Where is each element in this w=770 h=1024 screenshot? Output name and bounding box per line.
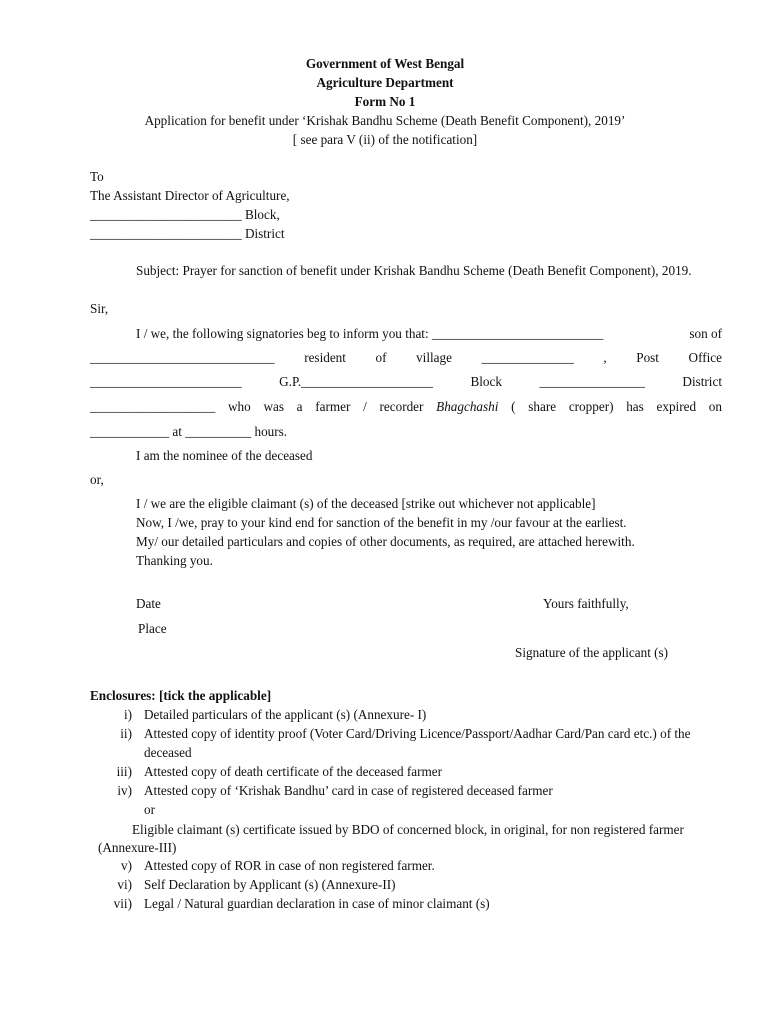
enclosure-item-vii — [90, 894, 490, 913]
body-line-5: ____________ at __________ hours. — [90, 424, 288, 439]
form-number: Form No 1 — [354, 94, 416, 109]
place-label: Place — [138, 621, 167, 636]
enclosure-num-vi: vi) — [117, 877, 132, 892]
eligible-claimant-line-1: Eligible claimant (s) certificate issued by BDO of concerned block, in original, for non registered farmer — [132, 822, 684, 837]
claimant-line: I / we are the eligible claimant (s) of the deceased [strike out whichever not applicable] — [136, 496, 596, 511]
enclosure-num-v: v) — [121, 858, 132, 873]
body-line-4-rest-2: share — [528, 399, 557, 414]
enclosure-text-v: Attested copy of ROR in case of non registered farmer. — [144, 858, 435, 873]
body-line-3-part-3: Block — [470, 374, 502, 389]
body-line-4-rest-6: on — [708, 399, 722, 414]
enclosure-item-ii — [90, 724, 691, 743]
enclosure-text-vi: Self Declaration by Applicant (s) (Annexure-II) — [144, 877, 396, 892]
subject-line: Subject: Prayer for sanction of benefit under Krishak Bandhu Scheme (Death Benefit Component), 2019. — [136, 263, 692, 278]
body-line-3 — [90, 372, 722, 391]
enclosure-num-ii: ii) — [120, 726, 132, 741]
nominee-line: I am the nominee of the deceased — [136, 448, 313, 463]
body-line-4 — [90, 397, 722, 416]
body-line-2-part-2: resident — [304, 350, 346, 365]
enclosure-num-iv: iv) — [117, 783, 132, 798]
body-line-2-part-4: village — [416, 350, 452, 365]
para-note: [ see para V (ii) of the notification] — [292, 132, 478, 147]
body-line-4-blank: ___________________ — [90, 399, 216, 414]
or-line: or, — [90, 472, 104, 487]
body-line-2-part-8: Office — [688, 350, 722, 365]
enclosure-ii-continued: deceased — [144, 745, 192, 760]
body-line-2-part-6: , — [603, 350, 607, 365]
yours-faithfully: Yours faithfully, — [543, 596, 629, 611]
body-line-4-word-5: / — [363, 399, 367, 414]
enclosures-heading: Enclosures: [tick the applicable] — [90, 688, 272, 703]
thanks-line: Thanking you. — [136, 553, 213, 568]
enclosure-item-i — [90, 705, 426, 724]
pray-line: Now, I /we, pray to your kind end for sanction of the benefit in my /our favour at the earliest. — [136, 515, 627, 530]
enclosure-num-vii: vii) — [113, 896, 132, 911]
body-line-1-part-2: son of — [689, 326, 722, 341]
address-officer: The Assistant Director of Agriculture, — [90, 188, 290, 203]
body-line-4-word-2: was — [263, 399, 284, 414]
body-line-4-word-6: recorder — [379, 399, 424, 414]
particulars-line: My/ our detailed particulars and copies of other documents, as required, are attached herewith. — [136, 534, 635, 549]
body-line-3-part-4: ________________ — [539, 374, 645, 389]
enclosure-text-iii: Attested copy of death certificate of the deceased farmer — [144, 764, 443, 779]
body-line-3-part-5: District — [682, 374, 722, 389]
enclosure-iv-or: or — [144, 802, 155, 817]
date-label: Date — [136, 596, 161, 611]
body-line-4-rest-4: has — [626, 399, 644, 414]
enclosure-item-v — [90, 856, 435, 875]
enclosure-text-i: Detailed particulars of the applicant (s) (Annexure- I) — [144, 707, 427, 722]
body-line-4-rest-3: cropper) — [568, 399, 614, 414]
body-line-4-word-3: a — [296, 399, 303, 414]
enclosure-num-iii: iii) — [116, 764, 132, 779]
address-district: _______________________ District — [90, 226, 285, 241]
signature-label: Signature of the applicant (s) — [515, 645, 669, 660]
enclosure-num-i: i) — [123, 707, 132, 722]
department-heading: Agriculture Department — [316, 75, 454, 90]
body-line-1 — [136, 324, 722, 343]
body-line-2 — [90, 348, 722, 367]
body-line-4-word-1: who — [228, 399, 251, 414]
enclosure-text-iv: Attested copy of ‘Krishak Bandhu’ card in case of registered deceased farmer — [144, 783, 553, 798]
body-line-4-word-4: farmer — [315, 399, 351, 414]
enclosure-text-ii: Attested copy of identity proof (Voter Card/Driving Licence/Passport/Aadhar Card/Pan card etc.) of the — [144, 726, 691, 741]
enclosure-item-iii — [90, 762, 442, 781]
enclosure-text-vii: Legal / Natural guardian declaration in case of minor claimant (s) — [144, 896, 490, 911]
body-line-4-rest-1: ( — [511, 399, 516, 414]
body-line-2-part-7: Post — [636, 350, 659, 365]
body-line-4-rest-5: expired — [656, 399, 697, 414]
body-line-2-part-3: of — [375, 350, 387, 365]
body-line-2-part-1: ____________________________ — [90, 350, 275, 365]
enclosure-item-vi — [90, 875, 396, 894]
enclosure-item-iv — [90, 781, 553, 800]
address-to: To — [90, 169, 104, 184]
body-line-3-part-1: _______________________ — [90, 374, 242, 389]
government-heading: Government of West Bengal — [305, 56, 465, 71]
salutation: Sir, — [90, 301, 109, 316]
application-title: Application for benefit under ‘Krishak Bandhu Scheme (Death Benefit Component), 2019’ — [144, 113, 626, 128]
body-line-1-part-1: I / we, the following signatories beg to inform you that: __________________________ — [136, 326, 604, 341]
eligible-claimant-line-2: (Annexure-III) — [98, 840, 177, 855]
body-line-4-italic: Bhagchashi — [436, 399, 499, 414]
address-block: _______________________ Block, — [90, 207, 280, 222]
body-line-3-part-2: G.P.____________________ — [279, 374, 433, 389]
body-line-2-part-5: ______________ — [481, 350, 574, 365]
